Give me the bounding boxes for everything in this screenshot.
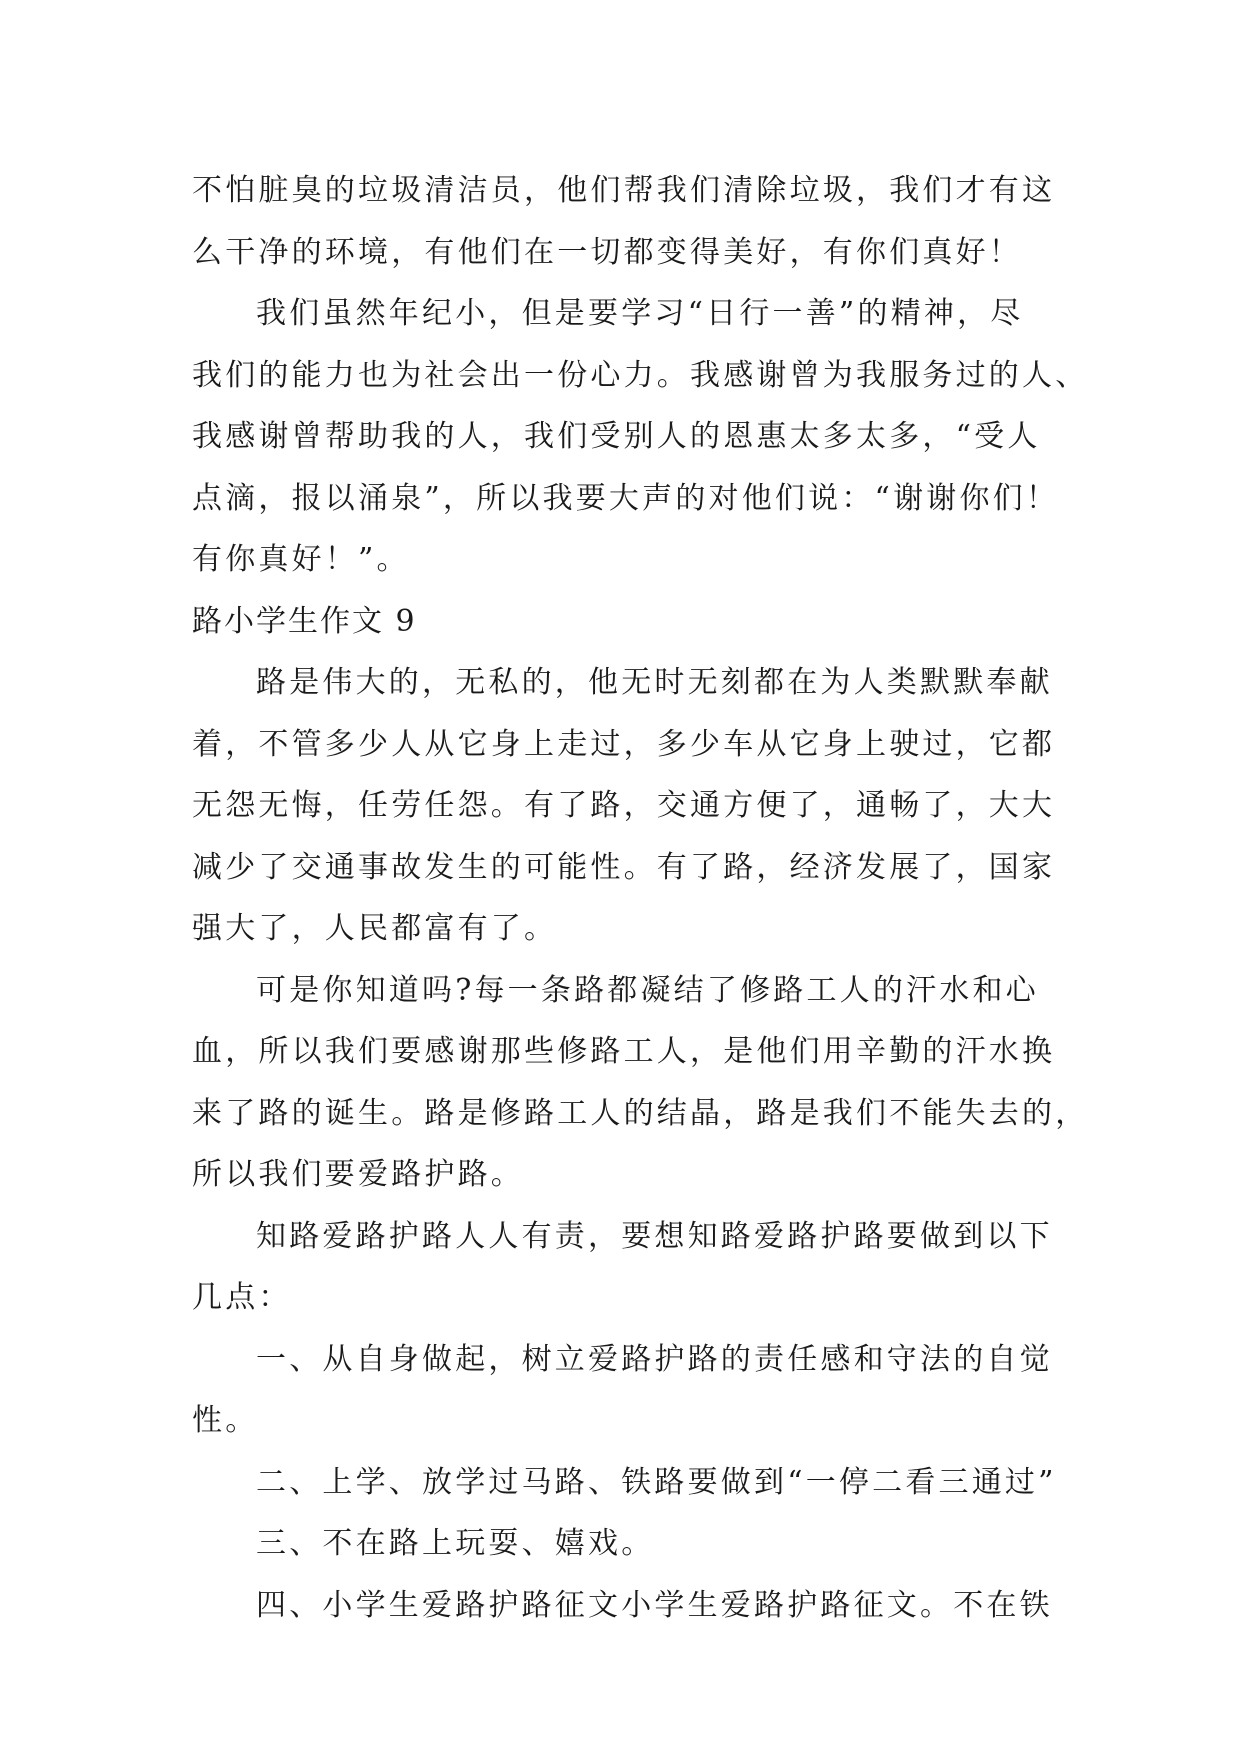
list-item-one: [192, 1329, 1052, 1452]
text-line: 么干净的环境，有他们在一切都变得美好，有你们真好！: [192, 234, 1022, 270]
paragraph-daily-good-deed: [192, 283, 1089, 591]
document-body: [192, 160, 1089, 1636]
list-item-three: [192, 1513, 1052, 1575]
text-line: 二、上学、放学过马路、铁路要做到“一停二看三通过”: [256, 1464, 1057, 1500]
paragraph-responsibility: [192, 1206, 1052, 1329]
text-line: 有你真好！”。: [192, 542, 410, 577]
text-line: 无怨无悔，任劳任怨。有了路，交通方便了，通畅了，大大: [192, 788, 1056, 823]
list-item-two: [192, 1452, 1057, 1514]
list-item-four: [192, 1575, 1052, 1637]
text-line: 三、不在路上玩耍、嬉戏。: [256, 1526, 655, 1561]
paragraph-gratitude-cleaners: [192, 160, 1056, 283]
text-line: 路是伟大的，无私的，他无时无刻都在为人类默默奉献: [256, 665, 1053, 700]
text-line: 所以我们要爱路护路。: [192, 1157, 524, 1192]
section-heading: [192, 591, 1052, 653]
text-line: 几点：: [192, 1280, 292, 1315]
text-line: 我们虽然年纪小，但是要学习“日行一善”的精神，尽: [256, 296, 1024, 331]
text-line: 不怕脏臭的垃圾清洁员，他们帮我们清除垃圾，我们才有这: [192, 173, 1056, 208]
paragraph-road-workers: [192, 960, 1089, 1206]
text-line: 一、从自身做起，树立爱路护路的责任感和守法的自觉: [256, 1341, 1053, 1377]
text-line: 四、小学生爱路护路征文小学生爱路护路征文。不在铁: [256, 1587, 1053, 1623]
text-line: 性。: [192, 1403, 259, 1438]
text-line: 知路爱路护路人人有责，要想知路爱路护路要做到以下: [256, 1218, 1053, 1254]
text-line: 我感谢曾帮助我的人，我们受别人的恩惠太多太多，“受人: [192, 419, 1041, 454]
text-line: 强大了，人民都富有了。: [192, 911, 558, 946]
text-line: 着，不管多少人从它身上走过，多少车从它身上驶过，它都: [192, 726, 1056, 762]
essay-title: 路小学生作文 9: [192, 603, 417, 639]
text-line: 血，所以我们要感谢那些修路工人，是他们用辛勤的汗水换: [192, 1034, 1056, 1069]
text-line: 点滴，报以涌泉”，所以我要大声的对他们说：“谢谢你们！: [192, 480, 1060, 516]
text-line: 减少了交通事故发生的可能性。有了路，经济发展了，国家: [192, 849, 1056, 885]
text-line: 我们的能力也为社会出一份心力。我感谢曾为我服务过的人、: [192, 357, 1089, 393]
text-line: 来了路的诞生。路是修路工人的结晶，路是我们不能失去的，: [192, 1095, 1089, 1131]
text-line: 可是你知道吗?每一条路都凝结了修路工人的汗水和心: [256, 972, 1039, 1008]
paragraph-road-is-great: [192, 652, 1056, 960]
